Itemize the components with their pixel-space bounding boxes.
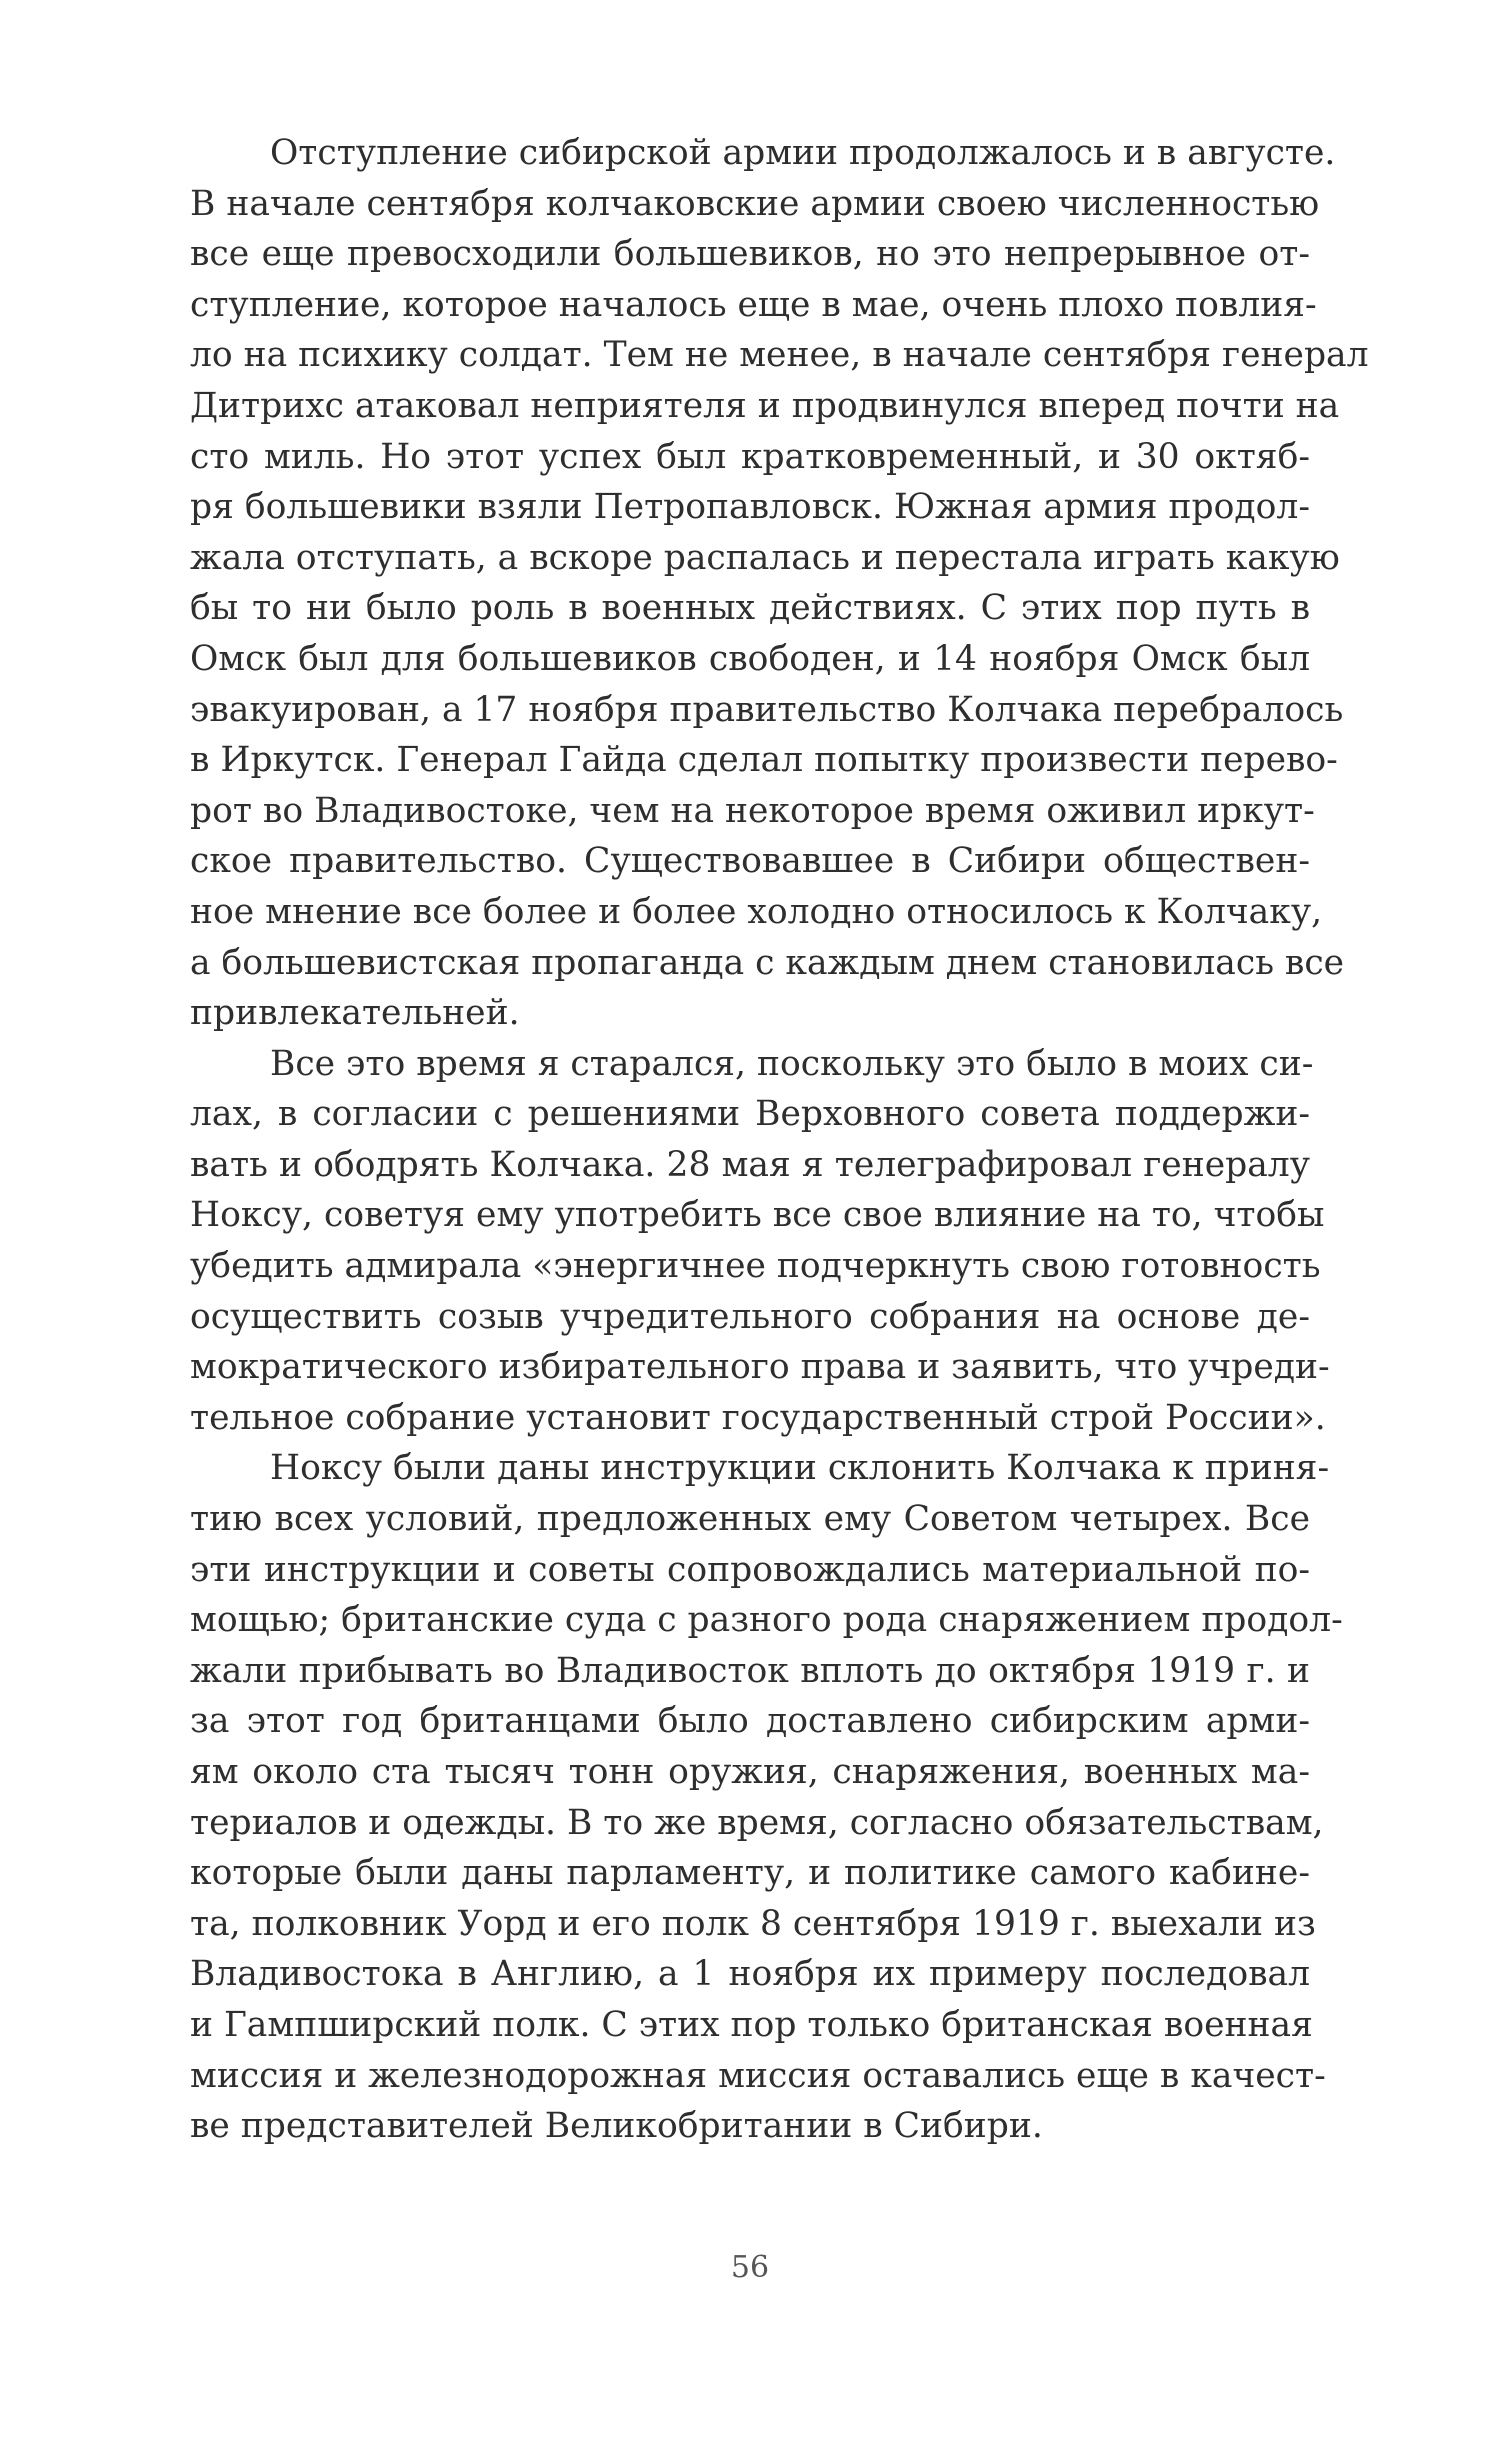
text-line: жала отступать, а вскоре распалась и перестала играть какую — [190, 537, 1340, 578]
text-line: эвакуирован, а 17 ноября правительство Колчака перебралось — [190, 689, 1344, 730]
text-line: а большевистская пропаганда с каждым днем становилась все — [190, 942, 1345, 983]
page-number: 56 — [730, 2250, 770, 2285]
text-line: Омск был для большевиков свободен, и 14 ноября Омск был — [190, 638, 1310, 679]
paragraph-3 — [190, 1443, 1343, 2151]
text-line: ря большевики взяли Петропавловск. Южная армия продол- — [190, 487, 1310, 528]
text-line: Владивостока в Англию, а 1 ноября их примеру последовал — [190, 1954, 1310, 1995]
text-line: в Иркутск. Генерал Гайда сделал попытку произвести перево- — [190, 740, 1338, 781]
text-line: мократического избирательного права и заявить, что учреди- — [190, 1347, 1330, 1388]
text-line: миссия и железнодорожная миссия оставались еще в качест- — [190, 2055, 1326, 2096]
text-line: тельное собрание установит государственный строй России». — [190, 1397, 1326, 1438]
text-line: за этот год британцами было доставлено сибирским арми- — [190, 1701, 1310, 1742]
text-line: В начале сентября колчаковские армии своею численностью — [190, 183, 1320, 224]
text-line: сто миль. Но этот успех был кратковременный, и 30 октяб- — [190, 436, 1310, 477]
text-body — [190, 128, 1369, 2152]
text-line: эти инструкции и советы сопровождались материальной по- — [190, 1549, 1310, 1590]
text-line: териалов и одежды. В то же время, согласно обязательствам, — [190, 1802, 1324, 1843]
text-line: которые были даны парламенту, и политике самого кабине- — [190, 1853, 1310, 1894]
text-line: ное мнение все более и более холодно относилось к Колчаку, — [190, 891, 1323, 932]
text-line: жали прибывать во Владивосток вплоть до октября 1919 г. и — [190, 1650, 1310, 1691]
text-line: лах, в согласии с решениями Верховного совета поддержи- — [190, 1094, 1310, 1135]
text-line: тию всех условий, предложенных ему Советом четырех. Все — [190, 1499, 1310, 1540]
text-line: убедить адмирала «энергичнее подчеркнуть свою готовность — [190, 1246, 1321, 1287]
text-line: привлекательней. — [190, 993, 520, 1034]
text-line: осуществить созыв учредительного собрания на основе де- — [190, 1296, 1310, 1337]
paragraph-2 — [190, 1039, 1330, 1444]
text-line: ступление, которое началось еще в мае, очень плохо повлия- — [190, 284, 1317, 325]
text-line: Все это время я старался, поскольку это было в моих си- — [270, 1043, 1314, 1084]
text-line: ям около ста тысяч тонн оружия, снаряжения, военных ма- — [190, 1752, 1310, 1792]
text-line: ское правительство. Существовавшее в Сибири обществен- — [190, 841, 1310, 882]
paragraph-1 — [190, 128, 1369, 1039]
text-line: все еще превосходили большевиков, но это непрерывное от- — [190, 234, 1310, 275]
text-line: бы то ни было роль в военных действиях. С этих пор путь в — [190, 588, 1310, 629]
text-line: вать и ободрять Колчака. 28 мая я телеграфировал генералу — [190, 1144, 1310, 1185]
text-line: ло на психику солдат. Тем не менее, в начале сентября генерал — [190, 335, 1369, 376]
text-line: та, полковник Уорд и его полк 8 сентября 1919 г. выехали из — [190, 1903, 1316, 1944]
text-line: Ноксу, советуя ему употребить все свое влияние на то, чтобы — [190, 1195, 1325, 1236]
text-line: ве представителей Великобритании в Сибири. — [190, 2106, 1043, 2147]
text-line: мощью; британские суда с разного рода снаряжением продол- — [190, 1600, 1343, 1641]
text-line: рот во Владивостоке, чем на некоторое время оживил иркут- — [190, 790, 1315, 831]
text-line: Отступление сибирской армии продолжалось и в августе. — [270, 133, 1336, 173]
text-line: Дитрихс атаковал неприятеля и продвинулся вперед почти на — [190, 385, 1340, 426]
text-line: Ноксу были даны инструкции склонить Колчака к приня- — [270, 1448, 1330, 1489]
text-line: и Гампширский полк. С этих пор только британская военная — [190, 2004, 1313, 2045]
